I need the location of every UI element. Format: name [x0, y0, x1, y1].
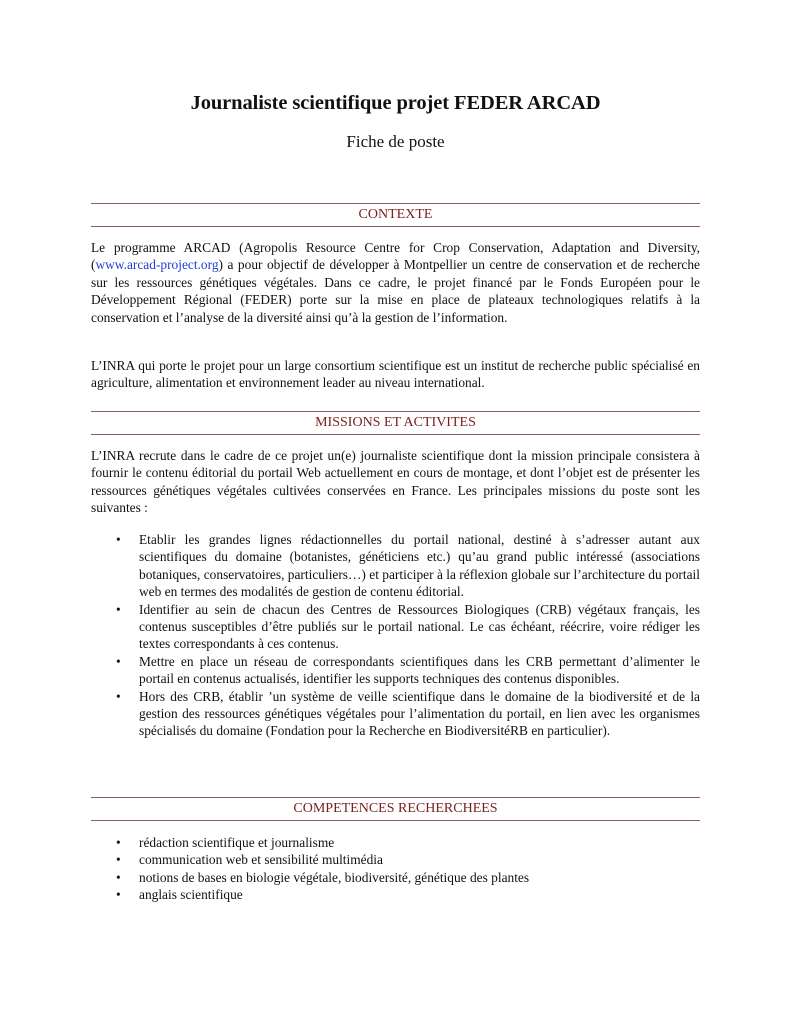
list-item [91, 531, 700, 601]
bullet-icon: • [116, 869, 121, 885]
list-item [91, 601, 700, 653]
bullet-icon: • [116, 532, 121, 547]
list-item-text: anglais scientifique [139, 887, 243, 903]
arcad-website-link[interactable]: www.arcad-project.org [95, 257, 219, 273]
list-item-text: communication web et sensibilité multimédia [139, 852, 383, 868]
list-item [91, 886, 700, 903]
list-item-text: Hors des CRB, établir ’un système de veille scientifique dans le domaine de la biodiversité et de la gestion des ressources génétiques végétales pour l’alimentation du portail, en lien avec les organismes spécialisés du domaine (Fondation pour la Recherche en BiodiversitéRB en particulier). [139, 688, 700, 739]
section-heading-competences: COMPETENCES RECHERCHEES [91, 797, 700, 821]
list-item [91, 834, 700, 851]
list-item-text: Etablir les grandes lignes rédactionnelles du portail national, destiné à s’adresser autant aux scientifiques du domaine (botanistes, généticiens etc.) qu’au grand public intéressé (associations botaniques, conservatoires, particuliers…) et participer à la réflexion globale sur l’architecture du portail web en termes des modalités de gestion de contenu éditorial. [139, 532, 700, 600]
list-item [91, 869, 700, 886]
contexte-text-end: ) a pour objectif de développer à Montpellier un centre de conservation et de recherche sur les ressources génétiques végétales. Dans ce cadre, le projet financé par le Fonds Européen pour le Développement Régional (FEDER) porte sur la mise en place de plateaux technologiques relatifs à la conservation et l’analyse de la diversité ainsi qu’à la gestion de l’information. [91, 257, 700, 325]
list-item [91, 851, 700, 868]
list-item-text: notions de bases en biologie végétale, biodiversité, génétique des plantes [139, 869, 530, 885]
list-item-text: Identifier au sein de chacun des Centres de Ressources Biologiques (CRB) végétaux français, les contenus susceptibles d’être publiés sur le portail national. Le cas échéant, réécrire, voire rédiger les textes correspondants à ces contenus. [139, 601, 700, 652]
competences-list [91, 834, 700, 904]
contexte-text-start: Le programme ARCAD (Agropolis Resource Centre for Crop Conservation, Adaptation and Diversity, ( [91, 240, 700, 273]
missions-intro-paragraph: L’INRA recrute dans le cadre de ce projet un(e) journaliste scientifique dont la mission principale consistera à fournir le contenu éditorial du portail Web actuellement en cours de montage, et dont l’objet est de présenter les ressources génétiques végétales cultivées conservées en France. Les principales missions du poste sont les suivantes : [91, 448, 700, 516]
document-subtitle: Fiche de poste [346, 132, 445, 151]
missions-list [91, 531, 700, 740]
bullet-icon: • [116, 688, 121, 704]
bullet-icon: • [116, 601, 121, 617]
list-item-text: Mettre en place un réseau de correspondants scientifiques dans les CRB permettant d’alimenter le portail en contenus actualisés, identifier les supports techniques des contenus disponibles. [139, 653, 700, 687]
bullet-icon: • [116, 887, 121, 903]
bullet-icon: • [116, 653, 121, 669]
list-item [91, 653, 700, 688]
bullet-icon: • [116, 835, 121, 850]
section-heading-missions: MISSIONS ET ACTIVITES [91, 411, 700, 435]
contexte-paragraph-2: L’INRA qui porte le projet pour un large consortium scientifique est un institut de recherche public spécialisé en agriculture, alimentation et environnement leader au niveau international. [91, 358, 700, 391]
bullet-icon: • [116, 852, 121, 868]
list-item [91, 688, 700, 740]
list-item-text: rédaction scientifique et journalisme [139, 835, 335, 850]
document-title: Journaliste scientifique projet FEDER ARCAD [190, 92, 601, 114]
contexte-paragraph-1 [91, 239, 700, 326]
section-heading-contexte: CONTEXTE [91, 203, 700, 227]
